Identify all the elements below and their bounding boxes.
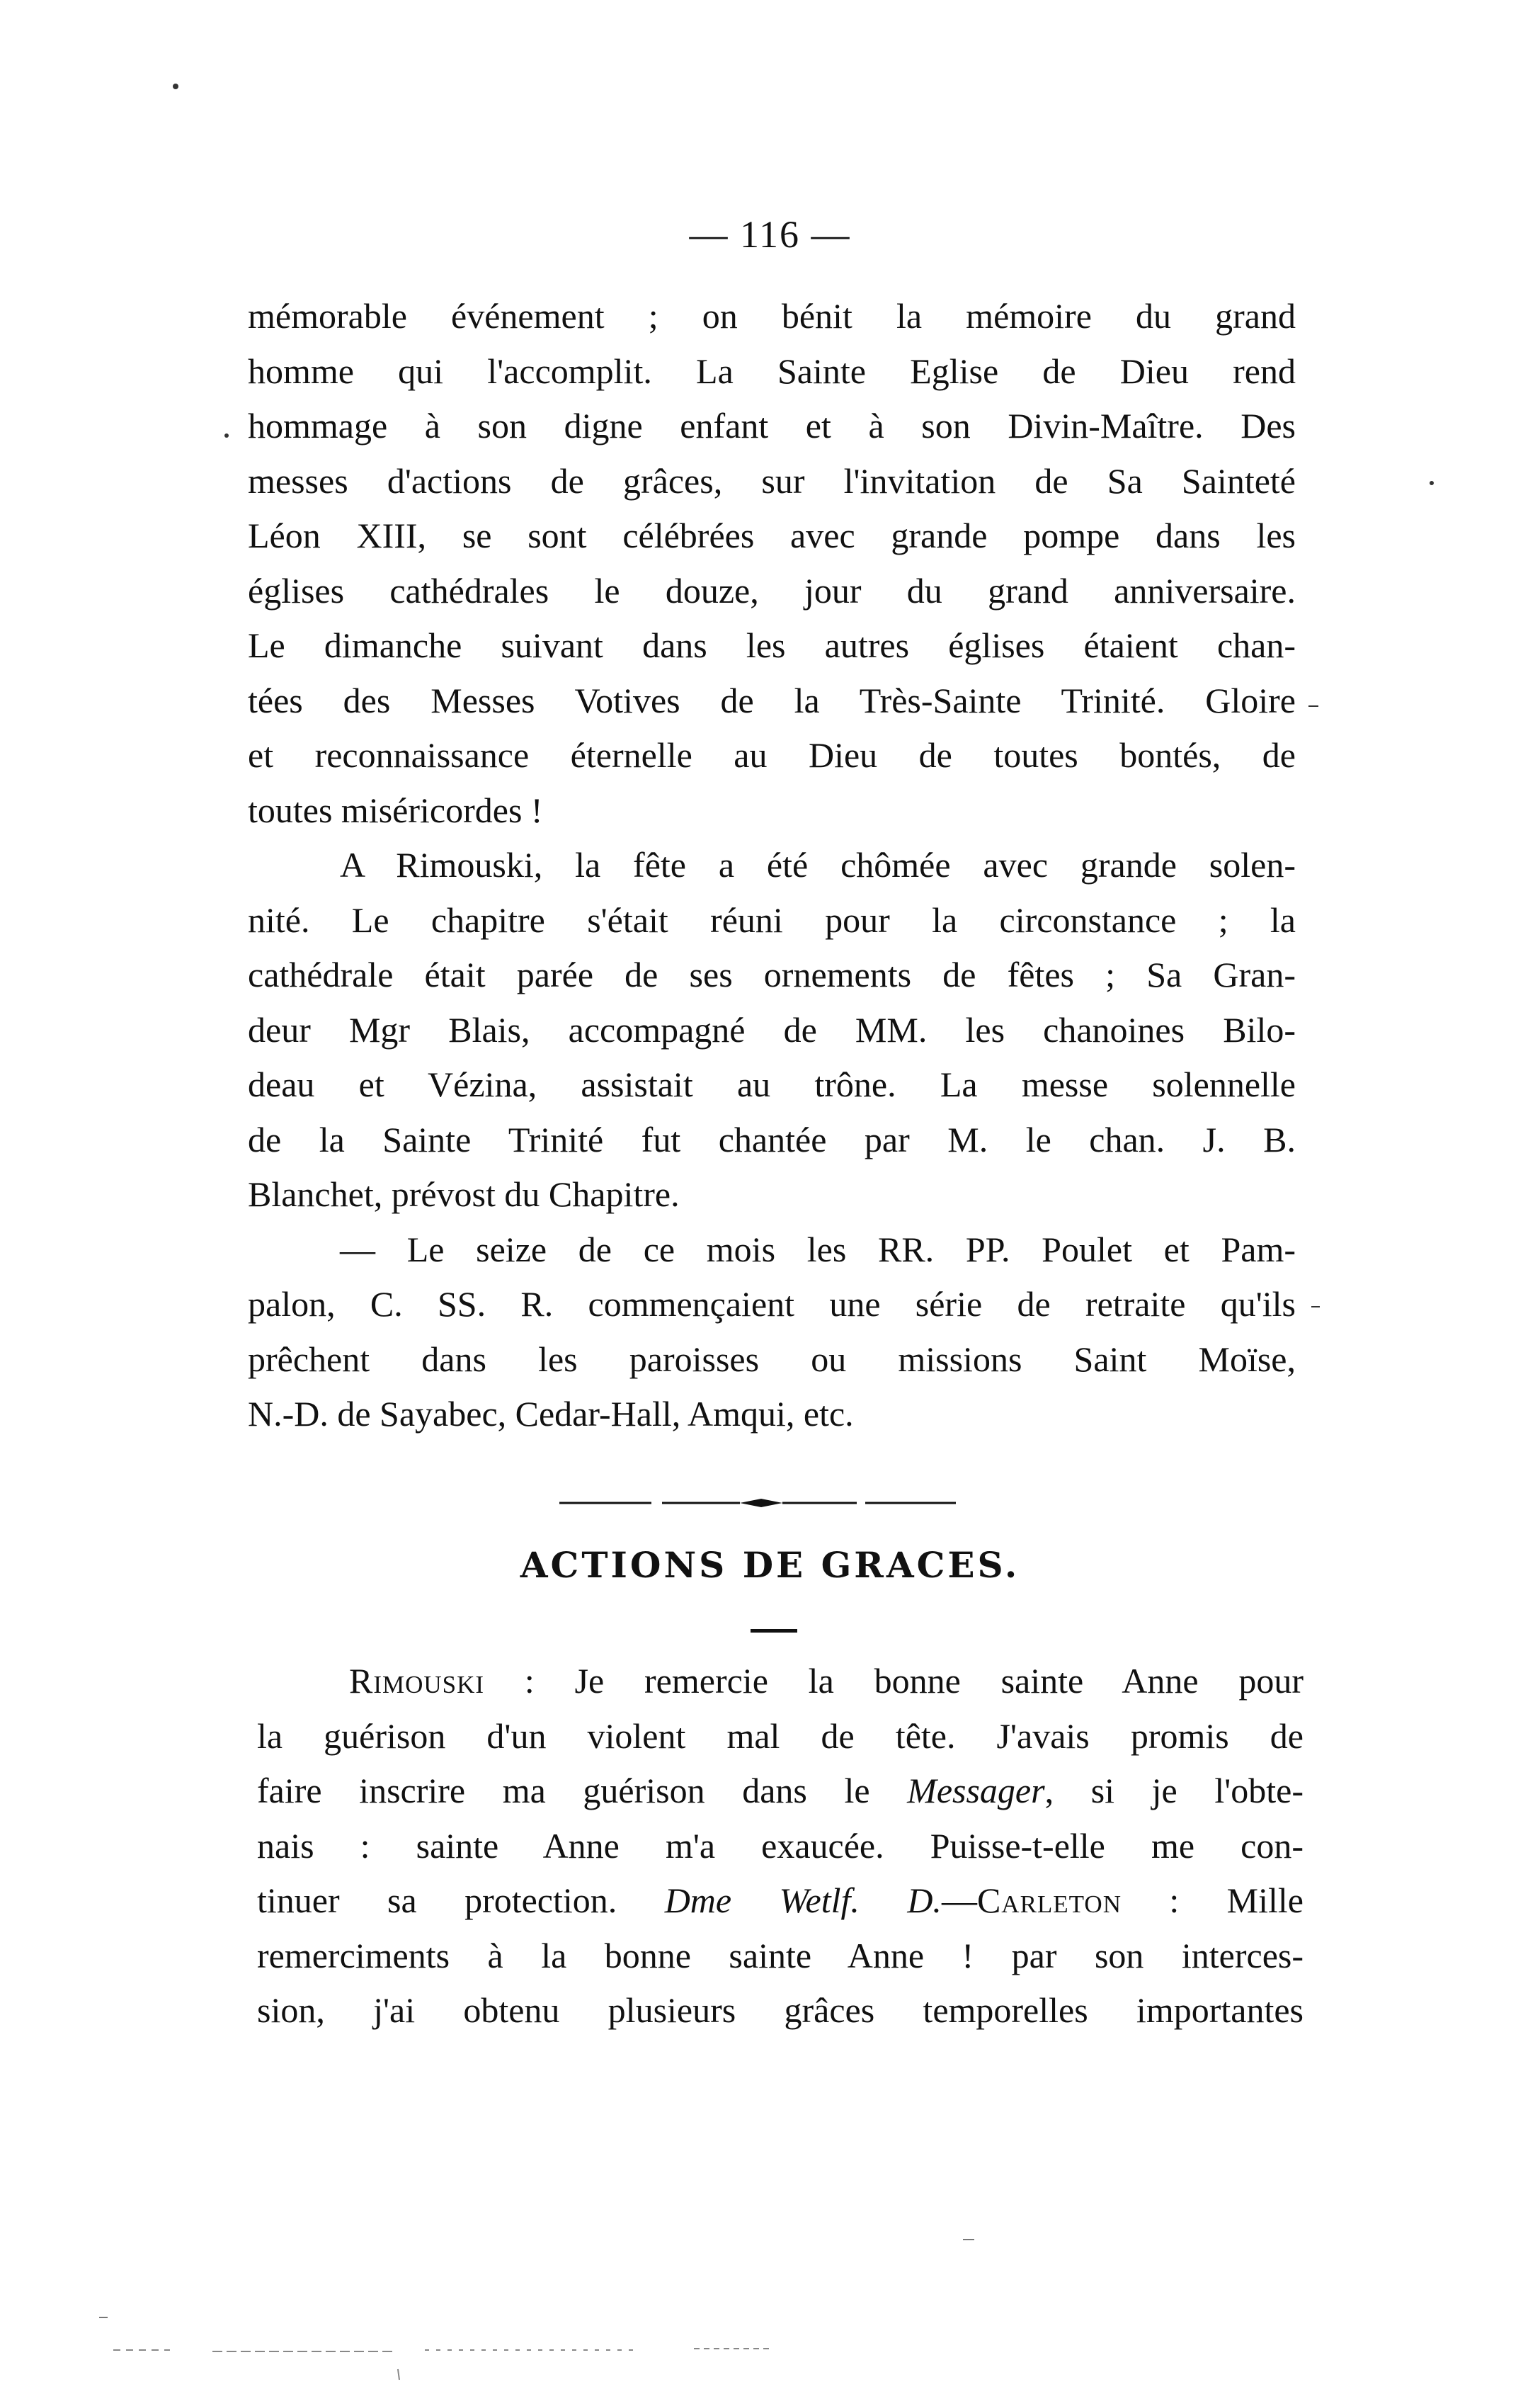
text-line: deau et Vézina, assistait au trône. La messe solennelle	[248, 1065, 1296, 1104]
text-line	[257, 1873, 1304, 1929]
publication-title: Messager	[907, 1771, 1045, 1810]
text-line	[257, 1654, 1304, 1709]
main-text-block	[248, 289, 1296, 1442]
page-number: — 116 —	[689, 213, 851, 256]
text-line: deur Mgr Blais, accompagné de MM. les chanoines Bilo-	[248, 1009, 1296, 1050]
title-underline-rule	[751, 1629, 797, 1633]
text-line: remerciments à la bonne sainte Anne ! par son interces-	[257, 1935, 1304, 1975]
text-span: tinuer sa protection.	[257, 1880, 665, 1920]
text-span: faire inscrire ma guérison dans le	[257, 1771, 908, 1810]
text-line: sion, j'ai obtenu plusieurs grâces temporelles importantes	[257, 1990, 1304, 2030]
signature: Dme Wetlf. D.	[664, 1880, 942, 1920]
text-line: Blanchet, prévost du Chapitre.	[248, 1174, 680, 1214]
text-line: hommage à son digne enfant et à son Divin-Maître. Des	[248, 406, 1296, 446]
text-line: Le dimanche suivant dans les autres églises étaient chan-	[248, 625, 1296, 665]
text-line: de la Sainte Trinité fut chantée par M. le chan. J. B.	[248, 1119, 1296, 1159]
text-line: messes d'actions de grâces, sur l'invitation de Sa Sainteté	[248, 460, 1296, 501]
text-line: églises cathédrales le douze, jour du grand anniversaire.	[248, 570, 1296, 611]
text-span: , si je l'obte-	[1044, 1771, 1304, 1810]
ornament-divider	[559, 1496, 956, 1510]
text-line: cathédrale était parée de ses ornements de fêtes ; Sa Gran-	[248, 955, 1296, 994]
text-span: : Mille	[1121, 1880, 1304, 1920]
text-line: mémorable événement ; on bénit la mémoire du grand	[248, 296, 1296, 336]
text-line: la guérison d'un violent mal de tête. J'avais promis de	[257, 1715, 1304, 1756]
dash: —	[941, 1880, 977, 1920]
text-line: — Le seize de ce mois les RR. PP. Poulet et Pam-	[340, 1229, 1296, 1269]
text-line: A Rimouski, la fête a été chômée avec grande solen-	[340, 845, 1296, 885]
text-line: homme qui l'accomplit. La Sainte Eglise de Dieu rend	[248, 351, 1296, 391]
place-name: Carleton	[976, 1880, 1122, 1920]
text-line	[257, 1764, 1304, 1819]
text-line: et reconnaissance éternelle au Dieu de toutes bontés, de	[248, 735, 1296, 775]
thanksgiving-text-block	[257, 1654, 1304, 2038]
place-name: Rimouski	[349, 1661, 485, 1701]
text-line: nais : sainte Anne m'a exaucée. Puisse-t-elle me con-	[257, 1825, 1304, 1866]
text-line: toutes miséricordes !	[248, 790, 543, 830]
text-line: nité. Le chapitre s'était réuni pour la circonstance ; la	[248, 900, 1296, 940]
text-span: : Je remercie la bonne sainte Anne pour	[484, 1661, 1304, 1701]
text-line: prêchent dans les paroisses ou missions Saint Moïse,	[248, 1339, 1296, 1379]
text-line: palon, C. SS. R. commençaient une série de retraite qu'ils	[248, 1284, 1296, 1324]
section-title: ACTIONS DE GRACES.	[520, 1544, 1020, 1586]
text-line: tées des Messes Votives de la Très-Sainte Trinité. Gloire	[248, 680, 1296, 720]
text-line: N.-D. de Sayabec, Cedar-Hall, Amqui, etc.	[248, 1394, 854, 1434]
text-line: Léon XIII, se sont célébrées avec grande pompe dans les	[248, 516, 1296, 555]
